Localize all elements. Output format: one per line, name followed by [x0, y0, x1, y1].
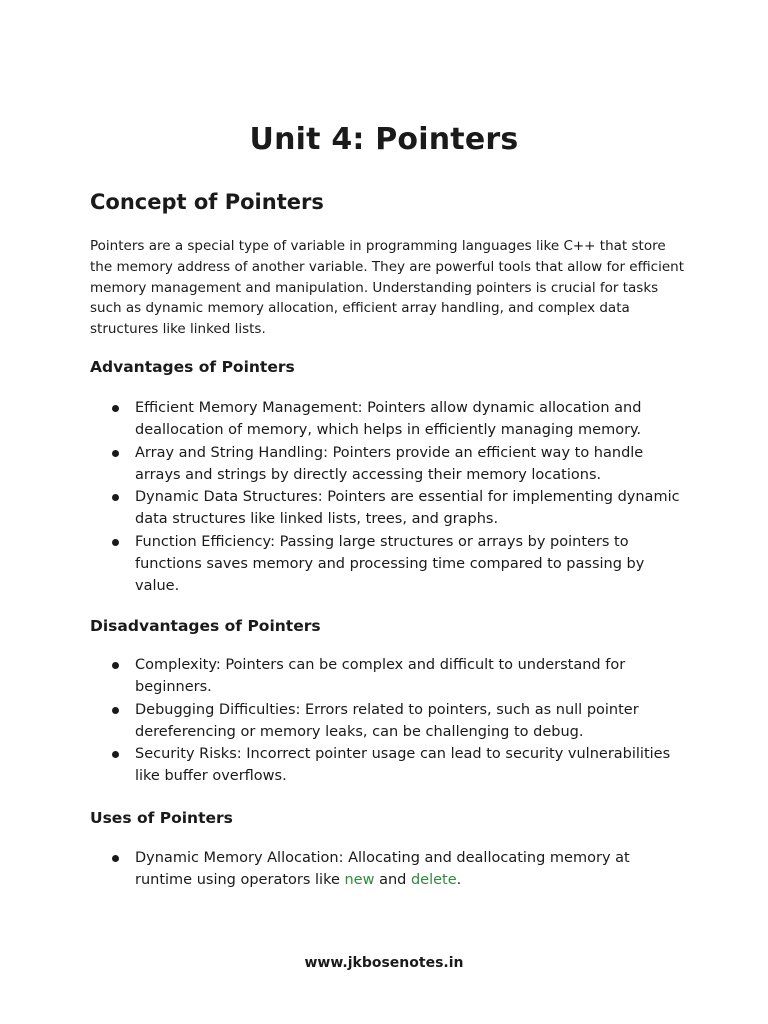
- list-item-text: [135, 850, 630, 888]
- intro-paragraph: Pointers are a special type of variable in programming languages like C++ that store the memory address of another variable. They are powerful tools that allow for efficient memory management and manipulation. Understanding pointers is crucial for tasks such as dynamic memory allocation, efficient array handling, and complex data structures like linked lists.: [90, 238, 684, 338]
- list-item: [90, 486, 690, 531]
- bullet-icon: [112, 707, 119, 714]
- uses-heading: Uses of Pointers: [90, 809, 233, 827]
- page-title: Unit 4: Pointers: [249, 122, 519, 157]
- list-item: [90, 654, 690, 699]
- keyword-delete: delete: [410, 872, 457, 889]
- list-item-text: Efficient Memory Management: Pointers allow dynamic allocation and deallocation of memory, which helps in efficiently managing memory.: [135, 400, 642, 439]
- list-item: [90, 397, 690, 442]
- list-item-text: Array and String Handling: Pointers provide an efficient way to handle arrays and strings by directly accessing their memory locations.: [135, 444, 644, 483]
- list-item-text: Complexity: Pointers can be complex and difficult to understand for beginners.: [135, 657, 626, 696]
- uses-list: [90, 847, 690, 892]
- bullet-icon: [112, 494, 119, 501]
- list-item-text: Security Risks: Incorrect pointer usage can lead to security vulnerabilities like buffer overflows.: [135, 746, 671, 785]
- disadvantages-heading: Disadvantages of Pointers: [90, 617, 321, 635]
- advantages-heading: Advantages of Pointers: [90, 358, 295, 376]
- keyword-new: new: [344, 872, 375, 889]
- bullet-icon: [112, 662, 119, 669]
- list-item-text: Dynamic Data Structures: Pointers are essential for implementing dynamic data structures like linked lists, trees, and graphs.: [135, 489, 680, 528]
- list-item-text-suffix: .: [456, 872, 462, 889]
- bullet-icon: [112, 855, 119, 862]
- bullet-icon: [112, 450, 119, 457]
- list-item-text-mid: and: [374, 872, 411, 889]
- bullet-icon: [112, 405, 119, 412]
- disadvantages-list: [90, 654, 690, 788]
- list-item: [90, 531, 690, 598]
- list-item: [90, 699, 690, 744]
- bullet-icon: [112, 539, 119, 546]
- list-item-text-prefix: Dynamic Memory Allocation: Allocating and deallocating memory at runtime using operators like: [135, 850, 630, 889]
- list-item-text: Function Efficiency: Passing large structures or arrays by pointers to functions saves memory and processing time compared to passing by value.: [135, 533, 645, 595]
- list-item: [90, 847, 690, 892]
- list-item: [90, 442, 690, 487]
- list-item: [90, 743, 690, 788]
- bullet-icon: [112, 751, 119, 758]
- list-item-text: Debugging Difficulties: Errors related to pointers, such as null pointer dereferencing or memory leaks, can be challenging to debug.: [135, 701, 639, 740]
- advantages-list: [90, 397, 690, 598]
- footer-website: www.jkbosenotes.in: [304, 955, 464, 971]
- section-heading: Concept of Pointers: [90, 190, 324, 214]
